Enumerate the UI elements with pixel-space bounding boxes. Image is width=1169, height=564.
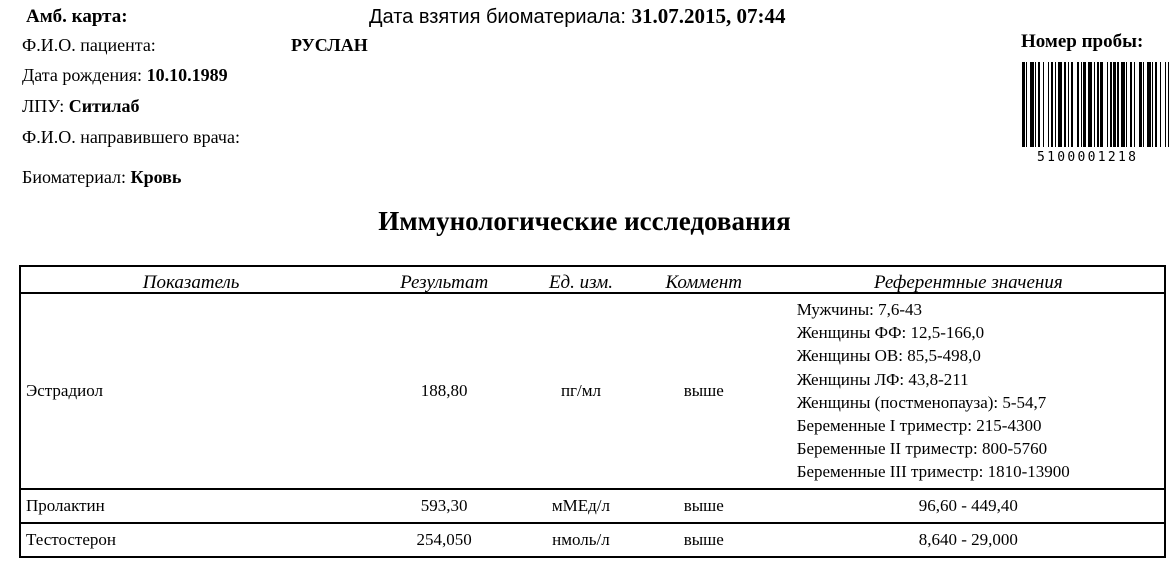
birth-row xyxy=(22,65,228,86)
barcode-bar xyxy=(1110,62,1111,147)
row-comment: выше xyxy=(635,489,773,523)
barcode-bar xyxy=(1094,62,1095,147)
sample-date-label: Дата взятия биоматериала: xyxy=(369,6,626,28)
barcode-bar xyxy=(1088,62,1092,147)
barcode-bar xyxy=(1130,62,1133,147)
reference-line: Мужчины: 7,6-43 xyxy=(796,300,923,319)
barcode-bar xyxy=(1113,62,1116,147)
barcode-number: 5100001218 xyxy=(1037,150,1139,165)
reference-line: Беременные II триместр: 800-5760 xyxy=(796,439,1048,459)
row-unit: пг/мл xyxy=(527,293,635,489)
column-header-unit: Ед. изм. xyxy=(527,266,635,293)
barcode-bar xyxy=(1055,62,1056,147)
row-unit: мМЕд/л xyxy=(527,489,635,523)
row-name: Эстрадиол xyxy=(20,293,361,489)
barcode-bar xyxy=(1121,62,1125,147)
sample-date xyxy=(369,4,786,29)
barcode-bar xyxy=(1117,62,1120,147)
barcode-bar xyxy=(1030,62,1034,147)
barcode-bar xyxy=(1155,62,1158,147)
barcode-bar xyxy=(1081,62,1082,147)
barcode-bar xyxy=(1038,62,1041,147)
birth-value: 10.10.1989 xyxy=(146,65,228,85)
row-result: 593,30 xyxy=(361,489,527,523)
row-comment: выше xyxy=(635,293,773,489)
barcode-bar xyxy=(1126,62,1127,147)
barcode-bar xyxy=(1147,62,1151,147)
reference-line: Беременные I триместр: 215-4300 xyxy=(796,416,1042,436)
patient-label: Ф.И.О. пациента: xyxy=(22,35,156,55)
row-comment: выше xyxy=(635,523,773,557)
column-header-comment: Коммент xyxy=(635,266,773,293)
column-header-reference: Референтные значения xyxy=(773,266,1165,293)
row-reference: 96,60 - 449,40 xyxy=(773,489,1165,523)
barcode-bar xyxy=(1083,62,1086,147)
birth-label: Дата рождения: xyxy=(22,65,143,85)
column-header-indicator: Показатель xyxy=(20,266,361,293)
barcode-bar xyxy=(1139,62,1142,147)
reference-line: Женщины (постменопауза): 5-54,7 xyxy=(796,392,1047,412)
barcode-bar xyxy=(1068,62,1069,147)
sample-number-label: Номер пробы: xyxy=(1021,31,1144,52)
lpu-value: Ситилаб xyxy=(68,96,140,116)
barcode-bar xyxy=(1160,62,1161,147)
barcode-bar xyxy=(1165,62,1166,147)
biomaterial-row xyxy=(22,167,181,188)
row-reference: 8,640 - 29,000 xyxy=(773,523,1165,557)
amb-card-label: Амб. карта: xyxy=(26,6,128,27)
barcode-bar xyxy=(1035,62,1036,147)
barcode-bar xyxy=(1022,62,1025,147)
barcode-image xyxy=(1022,62,1168,147)
barcode-bar xyxy=(1152,62,1153,147)
row-result: 254,050 xyxy=(361,523,527,557)
table-row xyxy=(20,489,1165,523)
barcode-bar xyxy=(1071,62,1072,147)
table-header-row xyxy=(20,266,1165,293)
reference-line: Женщины ФФ: 12,5-166,0 xyxy=(796,323,985,343)
barcode-bar xyxy=(1043,62,1044,147)
barcode-bar xyxy=(1058,62,1062,147)
results-table xyxy=(19,265,1166,558)
biomaterial-value: Кровь xyxy=(130,167,182,187)
table-row xyxy=(20,293,1165,489)
sample-date-value: 31.07.2015, 07:44 xyxy=(631,4,786,28)
row-unit: нмоль/л xyxy=(527,523,635,557)
row-name: Пролактин xyxy=(20,489,361,523)
doctor-row xyxy=(22,127,240,148)
biomaterial-label: Биоматериал: xyxy=(22,167,127,187)
row-result: 188,80 xyxy=(361,293,527,489)
barcode-bar xyxy=(1107,62,1108,147)
reference-line: Беременные III триместр: 1810-13900 xyxy=(796,462,1070,482)
reference-line: Женщины ЛФ: 43,8-211 xyxy=(796,369,969,389)
column-header-result: Результат xyxy=(361,266,527,293)
row-reference xyxy=(773,293,1165,489)
barcode-bar xyxy=(1134,62,1135,147)
patient-row xyxy=(22,35,156,56)
section-title: Иммунологические исследования xyxy=(378,206,791,236)
barcode-bar xyxy=(1143,62,1144,147)
barcode-bar xyxy=(1064,62,1067,147)
reference-line: Женщины ОВ: 85,5-498,0 xyxy=(796,346,981,366)
lpu-label: ЛПУ: xyxy=(22,96,65,116)
table-row xyxy=(20,523,1165,557)
row-name: Тестостерон xyxy=(20,523,361,557)
lpu-row xyxy=(22,96,139,117)
barcode-bar xyxy=(1051,62,1054,147)
barcode-bar xyxy=(1077,62,1080,147)
barcode-bar xyxy=(1100,62,1103,147)
barcode-bar xyxy=(1097,62,1098,147)
doctor-label: Ф.И.О. направившего врача: xyxy=(22,127,240,147)
barcode-bar xyxy=(1026,62,1027,147)
barcode-bar xyxy=(1048,62,1049,147)
patient-value: РУСЛАН xyxy=(291,35,368,55)
